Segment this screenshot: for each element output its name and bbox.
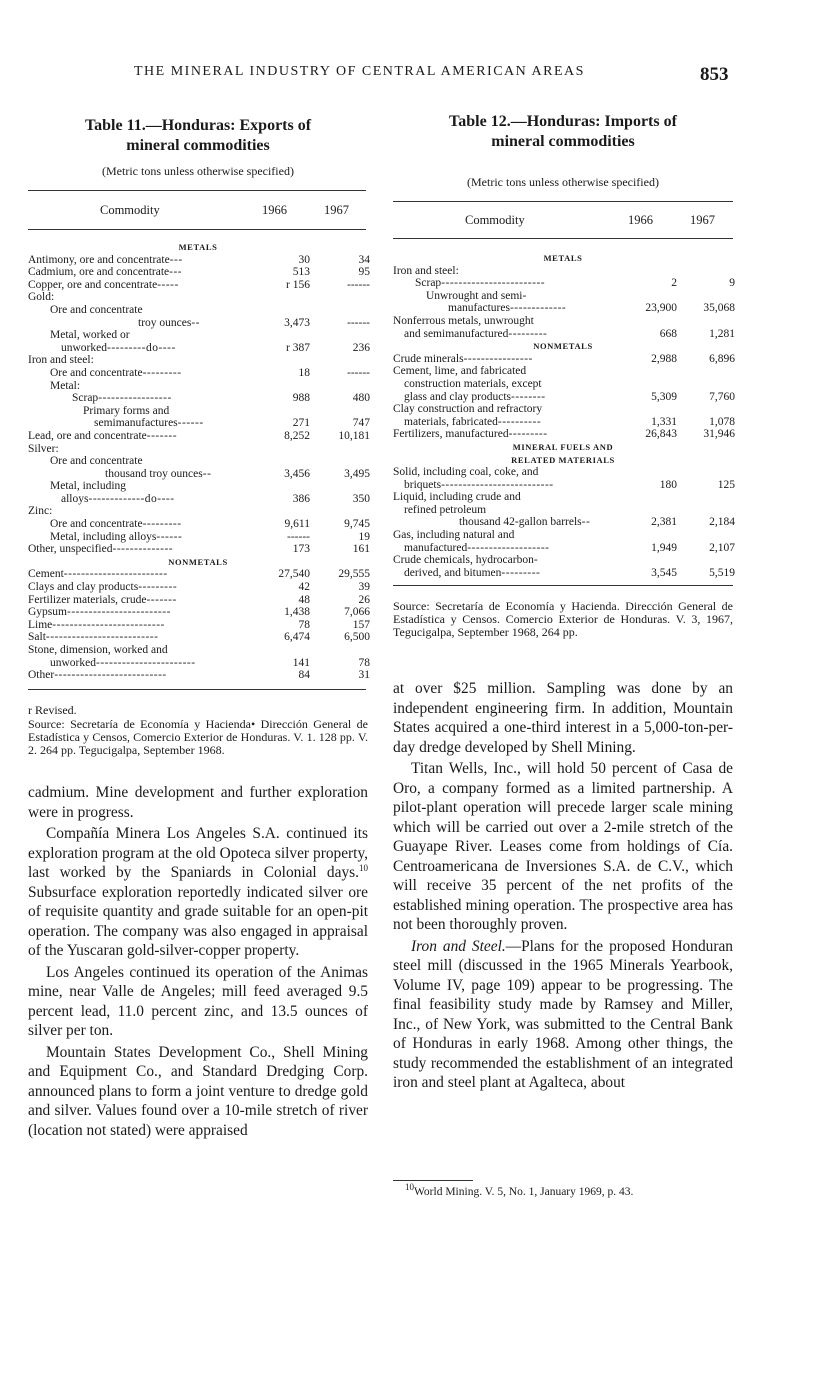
table12-row — [393, 516, 733, 529]
right-paragraph-3: Iron and Steel.—Plans for the proposed Honduran steel mill (discussed in the 1965 Minerals Yearbook, Volume IV, page 109) appear to be progressing. The final feasibility study made by Ramsey and Miller, Inc., of New York, was submitted to the Central Bank of Honduras in early 1968. Among other things, the study recommended the establishment of an integrated iron and steel plant at Agalteca, about — [393, 937, 733, 1091]
value-1966: 513 — [292, 266, 310, 279]
value-1967: 19 — [358, 530, 370, 543]
row-label: Copper, ore and concentrate----- — [28, 278, 179, 291]
table11-row — [28, 619, 368, 632]
row-label: Metal, worked or — [50, 329, 130, 342]
value-1966: 1,331 — [651, 415, 677, 428]
value-1966: 668 — [659, 327, 677, 340]
value-1966: 78 — [298, 618, 310, 631]
table11-row — [28, 430, 368, 443]
value-1967: 39 — [358, 581, 370, 594]
table12-row — [393, 542, 733, 555]
row-label: Other-------------------------- — [28, 669, 167, 682]
right-paragraph-2: Titan Wells, Inc., will hold 50 percent of Casa de Oro, a company formed as a limited partnership. A pilot-plant operation will precede larger scale mining which will be carried out over a 2-mile stretch of the Guayape River. Leases come from holdings of Cía. Centroamericana de Inversiones S.A. de C.V., which will receive 35 percent of the net profits of the established mining operation. The prospective area has not been thoroughly proven. — [393, 760, 733, 933]
row-label: MINERAL FUELS AND — [512, 441, 614, 452]
value-1966: 2 — [671, 277, 677, 290]
row-label: manufactures------------- — [448, 302, 567, 315]
table11-top-rule — [28, 190, 366, 191]
row-label: materials, fabricated---------- — [404, 415, 542, 428]
table11-row — [28, 518, 368, 531]
row-label: NONMETALS — [533, 341, 593, 352]
value-1966: 84 — [298, 669, 310, 682]
value-1966: 386 — [292, 492, 310, 505]
table11-section-heading — [28, 241, 368, 254]
table11-row — [28, 568, 368, 581]
value-1966: 271 — [292, 417, 310, 430]
table11-row — [28, 304, 368, 317]
table11-title-line1: Table 11.—Honduras: Exports of — [84, 117, 312, 134]
value-1967: 7,066 — [344, 606, 370, 619]
table12-row — [393, 403, 733, 416]
row-label: Ore and concentrate — [50, 455, 143, 468]
row-label: and semimanufactured--------- — [404, 327, 548, 340]
iron-steel-heading: Iron and Steel. — [411, 937, 506, 955]
left-column-text — [28, 783, 368, 1140]
row-label: manufactured------------------- — [404, 541, 550, 554]
table12-row — [393, 416, 733, 429]
table11-title-line2: mineral commodities — [126, 137, 270, 154]
footnote-10: $^{10}$World Mining. V. 5, No. 1, January 1969, p. 43. — [405, 1182, 634, 1198]
row-label: Cadmium, ore and concentrate--- — [28, 266, 183, 279]
value-1967: 31,946 — [703, 428, 735, 441]
row-label: Stone, dimension, worked and — [28, 644, 168, 656]
row-label: Iron and steel: — [393, 264, 459, 277]
table12-row — [393, 353, 733, 366]
row-label: derived, and bitumen--------- — [404, 566, 541, 579]
row-label: unworked----------------------- — [50, 656, 196, 669]
row-label: Antimony, ore and concentrate--- — [28, 253, 183, 266]
table11-row — [28, 669, 368, 682]
table11-source: Source: Secretaría de Economía y Hacienda• Dirección General de Estadística y Censos, Comercio Exterior de Honduras. V. 1. 128 pp. V. 2. 264 pp. Tegucigalpa, September 1968. — [28, 717, 368, 757]
table12-title-line2: mineral commodities — [491, 133, 635, 150]
value-1966: 23,900 — [645, 302, 677, 315]
row-label: RELATED MATERIALS — [511, 454, 615, 465]
table11-row — [28, 631, 368, 644]
row-label: Scrap----------------- — [72, 392, 172, 405]
left-paragraph-2: Compañía Minera Los Angeles S.A. continued its exploration program at the old Opoteca silver property, last worked by the Spaniards in Colonial days.$^{10}$ Subsurface exploration reportedly indicated silver ore of requisite quantity and grade suitable for an open-pit operation. The company was also engaged in appraisal of the Yuscaran gold-silver-copper property. — [28, 825, 368, 959]
table12-title-line1: Table 12.—Honduras: Imports of — [449, 113, 677, 130]
value-1966: 5,309 — [651, 390, 677, 403]
row-label: Primary forms and — [83, 404, 170, 417]
table12-col-commodity: Commodity — [465, 213, 525, 227]
table11-row — [28, 380, 368, 393]
row-label: Ore and concentrate — [50, 303, 143, 316]
table11-row — [28, 468, 368, 481]
right-paragraph-1: at over $25 million. Sampling was done by an independent engineering firm. In addition, Mountain States acquired a one-third interest in a 5,000-ton-per-day dredge developed by Shell Mining. — [393, 680, 733, 756]
value-1967: 5,519 — [709, 566, 735, 579]
value-1966: 3,456 — [284, 467, 310, 480]
table11-header-rule — [28, 229, 366, 230]
value-1966: r 156 — [286, 278, 310, 291]
row-label: METALS — [178, 242, 218, 252]
table12-row — [393, 391, 733, 404]
table11-row — [28, 354, 368, 367]
value-1967: 1,078 — [709, 415, 735, 428]
row-label: Other, unspecified-------------- — [28, 543, 174, 556]
row-label: Gypsum------------------------ — [28, 606, 171, 619]
value-1967: 2,184 — [709, 516, 735, 529]
table11-row — [28, 455, 368, 468]
running-title: THE MINERAL INDUSTRY OF CENTRAL AMERICAN AREAS — [134, 64, 585, 79]
value-1967: 34 — [358, 253, 370, 266]
row-label: Lead, ore and concentrate------- — [28, 429, 178, 442]
table12-row — [393, 504, 733, 517]
value-1966: 3,473 — [284, 316, 310, 329]
row-label: NONMETALS — [168, 556, 228, 567]
table11-row — [28, 505, 368, 518]
value-1966: 173 — [292, 543, 310, 556]
value-1966: ------ — [287, 530, 310, 543]
row-label: thousand 42-gallon barrels-- — [459, 516, 591, 529]
row-label: Solid, including coal, coke, and — [393, 466, 539, 479]
row-label: thousand troy ounces-- — [105, 467, 212, 480]
value-1967: 236 — [352, 341, 370, 354]
value-1966: 6,474 — [284, 631, 310, 644]
row-label: glass and clay products-------- — [404, 390, 546, 403]
row-label: Gold: — [28, 291, 55, 304]
table12-row — [393, 290, 733, 303]
table11-row — [28, 279, 368, 292]
table12-section-heading — [393, 252, 733, 265]
value-1967: 125 — [717, 478, 735, 491]
table11-row — [28, 657, 368, 670]
value-1967: 26 — [358, 593, 370, 606]
row-label: Ore and concentrate--------- — [50, 366, 182, 379]
table11-col-1966: 1966 — [262, 203, 287, 217]
value-1966: 141 — [292, 656, 310, 669]
table12-row — [393, 277, 733, 290]
value-1966: 2,988 — [651, 352, 677, 365]
value-1967: 10,181 — [338, 429, 370, 442]
value-1966: 1,438 — [284, 606, 310, 619]
value-1967: ------ — [347, 366, 370, 379]
value-1966: 18 — [298, 366, 310, 379]
value-1967: 7,760 — [709, 390, 735, 403]
value-1967: 78 — [358, 656, 370, 669]
value-1966: 48 — [298, 593, 310, 606]
value-1966: 3,545 — [651, 566, 677, 579]
row-label: Fertilizer materials, crude------- — [28, 593, 177, 606]
table11-row — [28, 254, 368, 267]
table12-subtitle: (Metric tons unless otherwise specified) — [467, 175, 659, 189]
value-1966: 988 — [292, 392, 310, 405]
row-label: Clay construction and refractory — [393, 403, 543, 416]
value-1967: 2,107 — [709, 541, 735, 554]
table12-source: Source: Secretaría de Economía y Hacienda. Dirección General de Estadística y Censos. Comercio Exterior de Honduras. V. 3, 1967, Tegucigalpa, September 1968, 264 pp. — [393, 599, 733, 639]
table11-row — [28, 317, 368, 330]
value-1967: 35,068 — [703, 302, 735, 315]
table12-title — [393, 112, 733, 152]
table12-row — [393, 428, 733, 441]
table11-row — [28, 329, 368, 342]
row-label: Lime-------------------------- — [28, 618, 165, 631]
value-1967: 480 — [352, 392, 370, 405]
table12-header-rule — [393, 238, 733, 239]
row-label: Metal, including — [50, 480, 127, 493]
table11-bottom-rule — [28, 689, 366, 690]
row-label: unworked---------do---- — [61, 341, 176, 354]
value-1967: 6,500 — [344, 631, 370, 644]
row-label: Cement, lime, and fabricated — [393, 365, 527, 378]
row-label: Liquid, including crude and — [393, 491, 521, 504]
value-1967: 9 — [729, 277, 735, 290]
value-1966: 26,843 — [645, 428, 677, 441]
table12-row — [393, 302, 733, 315]
table12-body — [393, 252, 733, 579]
row-label: Scrap------------------------ — [415, 277, 546, 290]
row-label: Crude chemicals, hydrocarbon- — [393, 554, 538, 567]
left-paragraph-4: Mountain States Development Co., Shell Mining and Equipment Co., and Standard Dredging Corp. announced plans to form a joint venture to dredge gold and silver. Values found over a 10-mile stretch of river (location not stated) were appraised — [28, 1043, 368, 1139]
value-1966: 1,949 — [651, 541, 677, 554]
table12-row — [393, 529, 733, 542]
table11-row — [28, 644, 368, 657]
table11-row — [28, 417, 368, 430]
row-label: Unwrought and semi- — [426, 289, 527, 302]
table11-row — [28, 342, 368, 355]
table12-row — [393, 315, 733, 328]
table11-col-commodity: Commodity — [100, 203, 160, 217]
value-1967: 1,281 — [709, 327, 735, 340]
table12-row — [393, 466, 733, 479]
table11-row — [28, 594, 368, 607]
row-label: Fertilizers, manufactured--------- — [393, 428, 548, 441]
table11-row — [28, 392, 368, 405]
value-1966: 8,252 — [284, 429, 310, 442]
row-label: Cement------------------------ — [28, 568, 168, 581]
value-1967: 6,896 — [709, 352, 735, 365]
row-label: Nonferrous metals, unwrought — [393, 314, 534, 327]
table11-title — [28, 116, 368, 156]
value-1966: r 387 — [286, 341, 310, 354]
row-label: Crude minerals---------------- — [393, 352, 533, 365]
value-1966: 9,611 — [284, 518, 310, 531]
row-label: Salt-------------------------- — [28, 631, 159, 644]
table11-row — [28, 543, 368, 556]
table12-row — [393, 479, 733, 492]
row-label: refined petroleum — [404, 503, 487, 516]
value-1967: 3,495 — [344, 467, 370, 480]
value-1967: 350 — [352, 492, 370, 505]
value-1967: 95 — [358, 266, 370, 279]
row-label: troy ounces-- — [138, 316, 201, 329]
footnote-ref-10: 10 — [359, 862, 368, 873]
table11-row — [28, 367, 368, 380]
value-1966: 42 — [298, 581, 310, 594]
table12-row — [393, 567, 733, 580]
row-label: construction materials, except — [404, 377, 542, 390]
table12-row — [393, 328, 733, 341]
page-number: 853 — [700, 64, 729, 85]
table12-row — [393, 365, 733, 378]
table12-top-rule — [393, 201, 733, 202]
right-column-text — [393, 679, 733, 1093]
row-label: Metal: — [50, 379, 81, 392]
row-label: briquets-------------------------- — [404, 478, 554, 491]
table12-section-heading — [393, 340, 733, 353]
table11-row — [28, 606, 368, 619]
row-label: alloys-------------do---- — [61, 492, 175, 505]
footnote-rule — [393, 1180, 473, 1181]
value-1967: ------ — [347, 316, 370, 329]
table12-bottom-rule — [393, 585, 733, 586]
value-1967: 31 — [358, 669, 370, 682]
row-label: Ore and concentrate--------- — [50, 518, 182, 531]
table12-row — [393, 554, 733, 567]
row-label: Zinc: — [28, 505, 53, 518]
row-label: Clays and clay products--------- — [28, 581, 178, 594]
row-label: Silver: — [28, 442, 59, 455]
value-1966: 30 — [298, 253, 310, 266]
table11-row — [28, 266, 368, 279]
table11-row — [28, 291, 368, 304]
value-1966: 180 — [659, 478, 677, 491]
table11-col-1967: 1967 — [324, 203, 349, 217]
row-label: Metal, including alloys------ — [50, 530, 183, 543]
value-1967: 161 — [352, 543, 370, 556]
value-1967: 9,745 — [344, 518, 370, 531]
table11-subtitle: (Metric tons unless otherwise specified) — [102, 164, 294, 178]
row-label: semimanufactures------ — [94, 417, 204, 430]
value-1967: 747 — [352, 417, 370, 430]
left-paragraph-1: cadmium. Mine development and further exploration were in progress. — [28, 784, 368, 821]
table11-row — [28, 531, 368, 544]
table11-revised-note: r Revised. — [28, 703, 77, 717]
row-label: Iron and steel: — [28, 354, 94, 367]
table12-col-1966: 1966 — [628, 213, 653, 227]
table12-row — [393, 265, 733, 278]
table11-body — [28, 241, 368, 682]
row-label: METALS — [543, 253, 583, 263]
table11-row — [28, 480, 368, 493]
table12-section-heading — [393, 454, 733, 467]
value-1967: ------ — [347, 278, 370, 291]
value-1967: 157 — [352, 618, 370, 631]
table11-row — [28, 493, 368, 506]
table11-row — [28, 405, 368, 418]
footnote-number: 10 — [405, 1182, 414, 1193]
table12-col-1967: 1967 — [690, 213, 715, 227]
table12-section-heading — [393, 441, 733, 454]
row-label: Gas, including natural and — [393, 529, 515, 542]
value-1966: 2,381 — [651, 516, 677, 529]
value-1966: 27,540 — [278, 568, 310, 581]
table11-row — [28, 581, 368, 594]
table11-row — [28, 443, 368, 456]
left-paragraph-3: Los Angeles continued its operation of the Animas mine, near Valle de Angeles; mill feed averaged 9.5 percent lead, 11.0 percent zinc, and 13.5 ounces of silver per ton. — [28, 963, 368, 1039]
value-1967: 29,555 — [338, 568, 370, 581]
table11-section-heading — [28, 556, 368, 569]
table12-row — [393, 491, 733, 504]
table12-row — [393, 378, 733, 391]
